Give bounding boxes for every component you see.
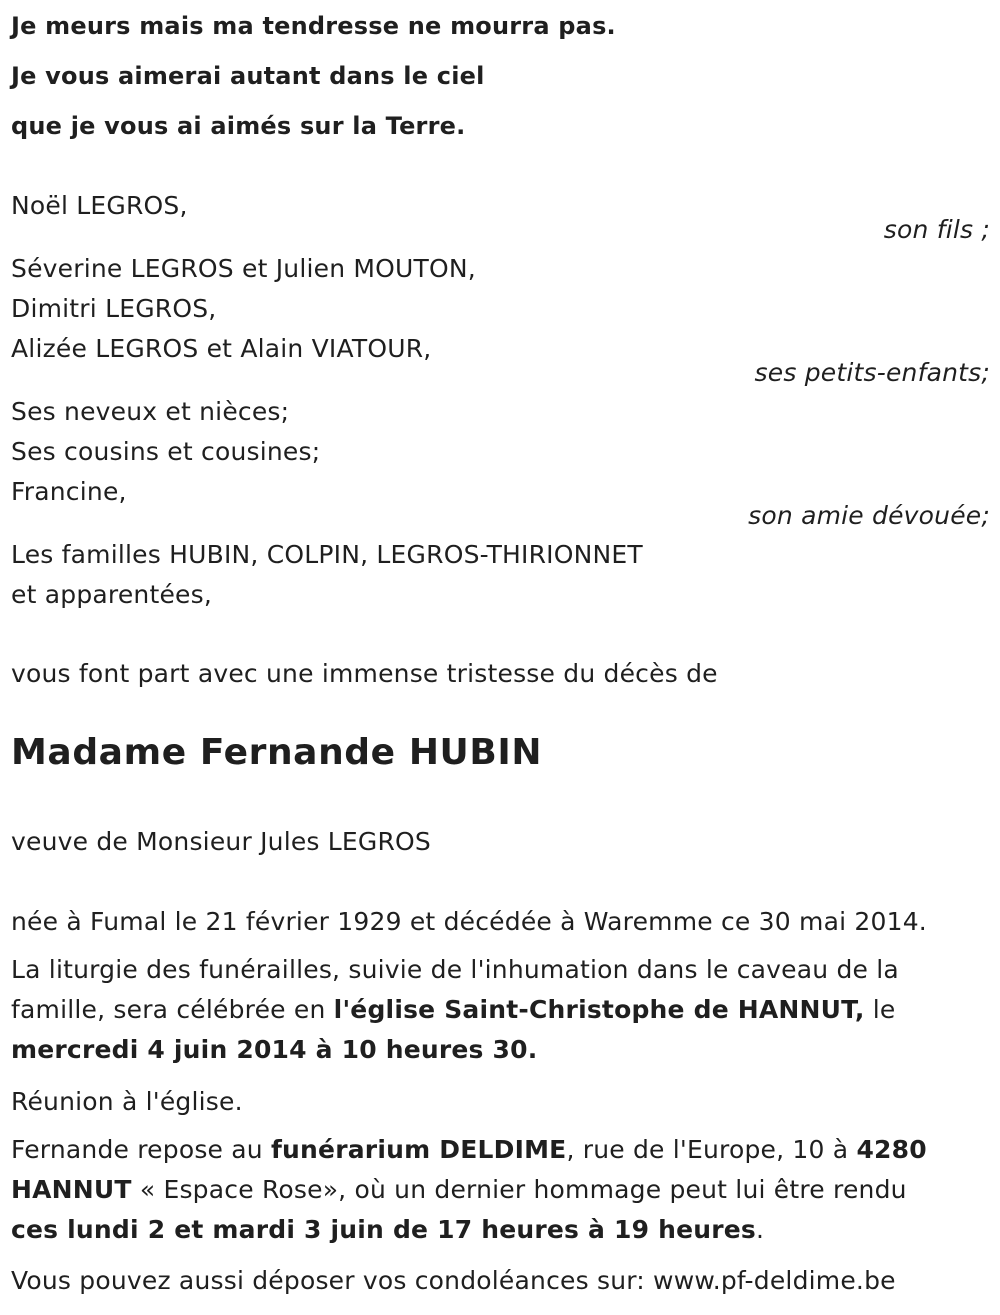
postcode: 4280 (856, 1135, 927, 1164)
quote-line-3: que je vous ai aimés sur la Terre. (11, 112, 466, 140)
city: HANNUT (11, 1175, 132, 1204)
birth-death: née à Fumal le 21 février 1929 et décédée à Waremme ce 30 mai 2014. (11, 907, 927, 936)
quote-line-1: Je meurs mais ma tendresse ne mourra pas. (11, 12, 616, 40)
rest-line-3 (11, 1210, 991, 1250)
grandchild-line: Dimitri LEGROS, (11, 294, 217, 323)
friend-role: son amie dévouée; (748, 501, 990, 530)
son-role: son fils ; (883, 215, 990, 244)
families-line-1: Les familles HUBIN, COLPIN, LEGROS-THIRIONNET (11, 540, 643, 569)
deceased-name: Madame Fernande HUBIN (11, 732, 543, 773)
son-name: Noël LEGROS, (11, 191, 188, 220)
grandchildren-role: ses petits-enfants; (754, 358, 990, 387)
funerarium-name: funérarium DELDIME (270, 1135, 567, 1164)
meeting-info: Réunion à l'église. (11, 1087, 243, 1116)
relative-line: Ses cousins et cousines; (11, 437, 321, 466)
liturgy-date: mercredi 4 juin 2014 à 10 heures 30. (11, 1035, 538, 1064)
families-line-2: et apparentées, (11, 580, 212, 609)
rest-address: , rue de l'Europe, 10 à (566, 1135, 857, 1164)
liturgy-paragraph (11, 950, 991, 1070)
liturgy-text-end: le (864, 995, 896, 1024)
rest-end: . (756, 1215, 765, 1244)
rest-text: Fernande repose au (11, 1135, 271, 1164)
grandchild-line: Alizée LEGROS et Alain VIATOUR, (11, 334, 432, 363)
grandchild-line: Séverine LEGROS et Julien MOUTON, (11, 254, 476, 283)
rest-line-2 (11, 1170, 991, 1210)
rest-paragraph (11, 1130, 991, 1250)
condolences-info: Vous pouvez aussi déposer vos condoléances sur: www.pf-deldime.be (11, 1266, 896, 1295)
liturgy-line-1: La liturgie des funérailles, suivie de l'inhumation dans le caveau de la (11, 955, 899, 984)
relative-line: Francine, (11, 477, 127, 506)
announcement: vous font part avec une immense tristesse du décès de (11, 659, 718, 688)
visiting-dates: ces lundi 2 et mardi 3 juin de 17 heures à 19 heures (11, 1215, 757, 1244)
relative-line: Ses neveux et nièces; (11, 397, 290, 426)
liturgy-text: famille, sera célébrée en (11, 995, 334, 1024)
rest-venue: « Espace Rose», où un dernier hommage peut lui être rendu (131, 1175, 907, 1204)
church-name: l'église Saint-Christophe de HANNUT, (333, 995, 865, 1024)
widow-of: veuve de Monsieur Jules LEGROS (11, 827, 432, 856)
rest-line-1 (11, 1130, 991, 1170)
liturgy-line-2 (11, 990, 991, 1030)
quote-line-2: Je vous aimerai autant dans le ciel (11, 62, 485, 90)
